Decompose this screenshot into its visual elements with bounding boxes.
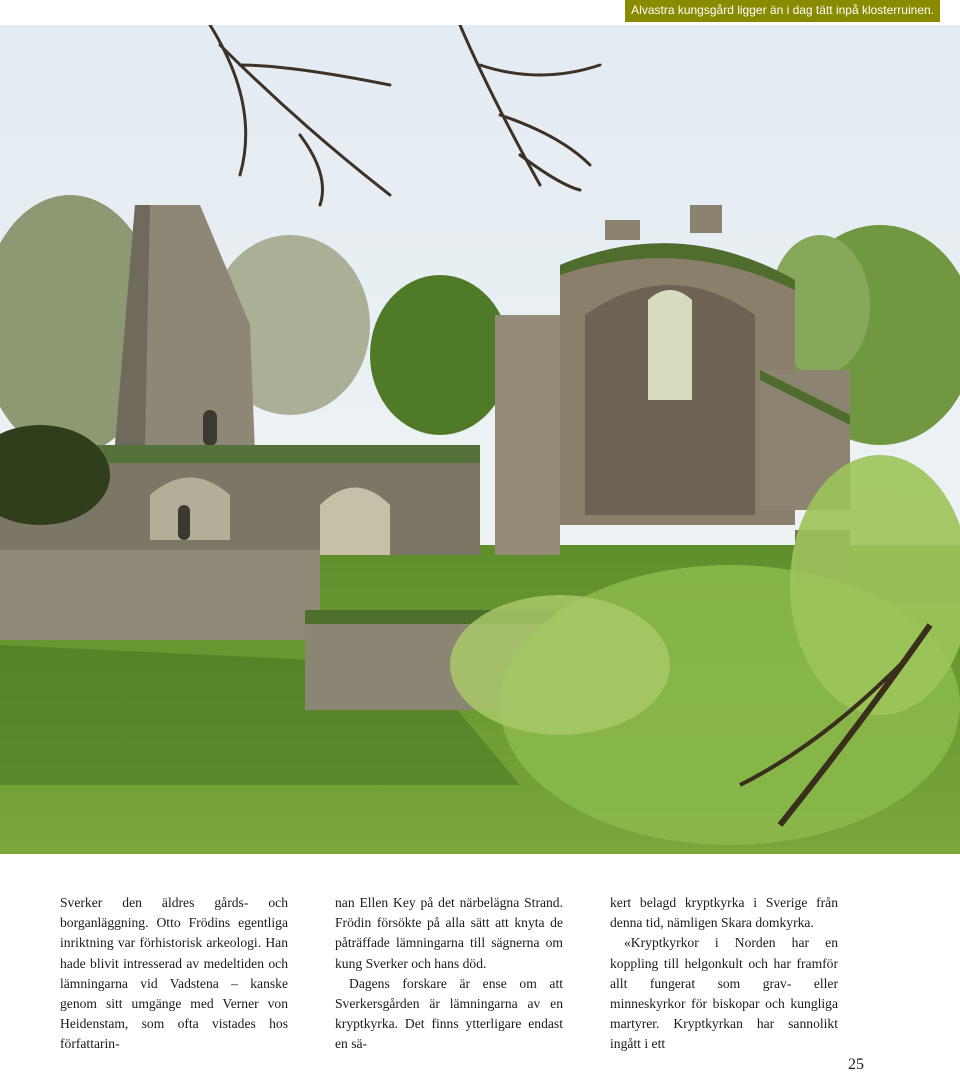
photo-illustration [0, 25, 960, 854]
page-number: 25 [848, 1056, 864, 1073]
text-column-2 [335, 893, 563, 1055]
photo-caption: Alvastra kungsgård ligger än i dag tätt inpå klosterruinen. [625, 0, 940, 22]
paragraph: Dagens forskare är ense om att Sverkersgården är lämningarna av en kryptkyrka. Det finns ytterligare endast en sä- [335, 975, 563, 1052]
paragraph: «Kryptkyrkor i Norden har en koppling till helgonkult och har framför allt fungerat som grav- eller minneskyrkor för biskopar och kungliga martyrer. Kryptkyrkan har sannolikt ingått i ett [610, 935, 838, 1052]
paragraph: kert belagd kryptkyrka i Sverige från denna tid, nämligen Skara domkyrka. [610, 895, 838, 931]
text-column-1 [60, 893, 288, 1055]
monastery-ruins-photo [0, 25, 960, 854]
paragraph: Sverker den äldres gårds- och borganläggning. Otto Frödins egentliga inriktning var förhistorisk arkeologi. Han hade blivit intresserad av medeltiden och lämningarna vid Vadstena – kanske genom sitt umgänge med Verner von Heidenstam, som ofta vistades hos författarin- [60, 895, 288, 1052]
paragraph: nan Ellen Key på det närbelägna Strand. Frödin försökte på alla sätt att knyta de påträffade lämningarna till sägnerna om kung Sverker och hans död. [335, 895, 563, 971]
text-column-3 [610, 893, 838, 1055]
